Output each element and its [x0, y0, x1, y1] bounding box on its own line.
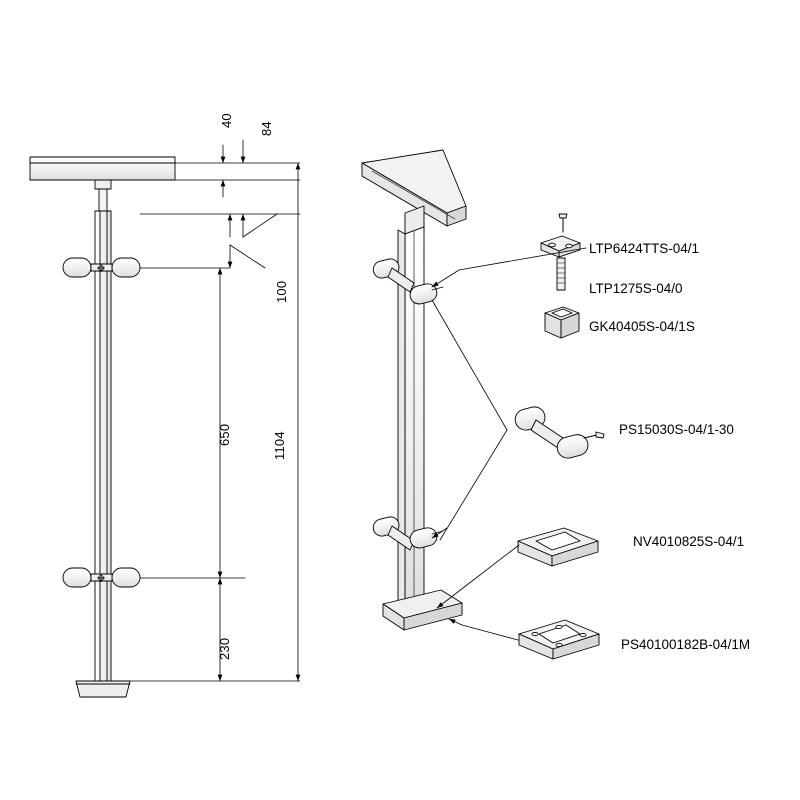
exploded-view [362, 150, 604, 659]
part-label-ps40100182b: PS40100182B-04/1M [621, 637, 751, 652]
dimension-label-100: 100 [274, 280, 289, 303]
part-nv4010825s [518, 528, 598, 566]
dimension-label-1104: 1104 [272, 431, 287, 460]
dimension-label-650: 650 [217, 423, 232, 446]
part-label-ps15030s: PS15030S-04/1-30 [619, 422, 734, 437]
part-label-ltp1275s: LTP1275S-04/0 [589, 281, 683, 296]
dimension-label-84: 84 [259, 121, 274, 136]
part-label-gk40405s: GK40405S-04/1S [589, 319, 695, 334]
dimension-100 [230, 214, 265, 268]
part-label-nv4010825s: NV4010825S-04/1 [633, 534, 745, 549]
part-ps40100182b [519, 620, 599, 659]
part-gk40405s [545, 307, 579, 338]
part-label-ltp6424tts: LTP6424TTS-04/1 [589, 241, 700, 256]
iso-base-plate [383, 590, 462, 630]
part-ltp6424tts [541, 214, 580, 257]
part-ltp1275s [557, 258, 565, 290]
dimension-label-230: 230 [217, 637, 232, 660]
part-ps15030s [513, 405, 604, 461]
elevation-view [30, 157, 175, 697]
dimension-extension-lines [130, 163, 300, 681]
dimension-label-40: 40 [219, 113, 234, 128]
dimension-84 [243, 140, 277, 237]
